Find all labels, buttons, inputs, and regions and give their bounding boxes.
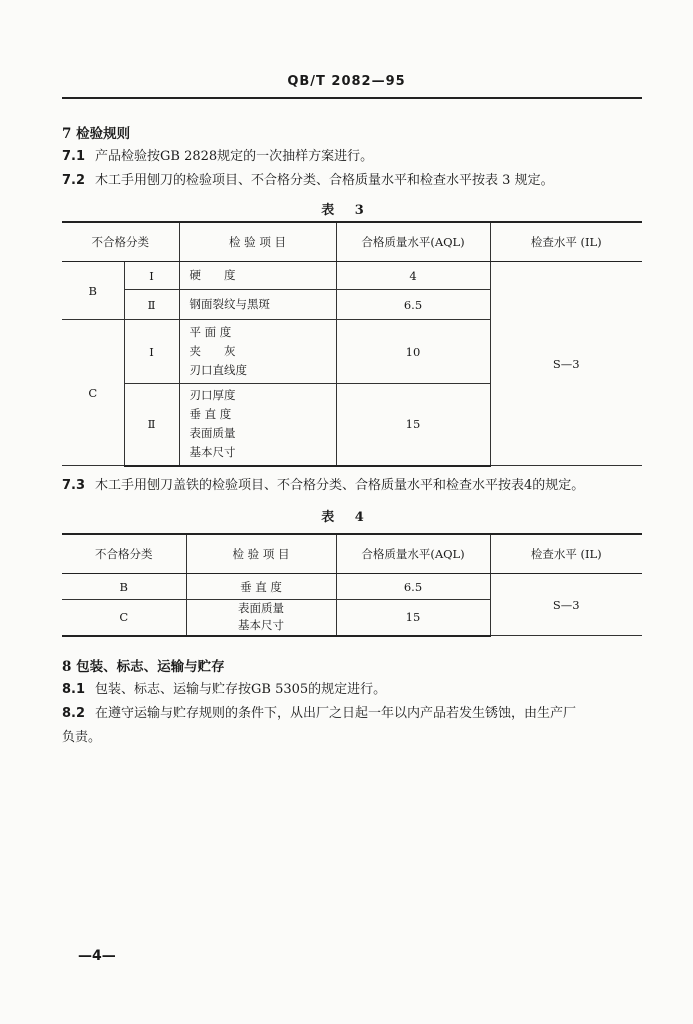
subclass-cell: Ⅰ [124, 262, 179, 290]
table-4 [62, 533, 642, 637]
aql-cell: 15 [336, 384, 490, 466]
item-cell: 垂 直 度 [186, 574, 336, 600]
table-3-caption: 表 3 [321, 203, 372, 218]
class-cell: B [62, 574, 186, 600]
item-line: 夹 灰 [189, 344, 236, 358]
item-line: 基本尺寸 [238, 618, 284, 633]
item-line: 表面质量 [238, 601, 284, 616]
item-line: 基本尺寸 [189, 445, 236, 460]
clause-text: 木工手用刨刀盖铁的检验项目、不合格分类、合格质量水平和检查水平按表4的规定。 [95, 478, 585, 493]
header-class: 不合格分类 [62, 222, 179, 262]
item-line: 平 面 度 [189, 325, 232, 339]
clause-number: 8.1 [62, 682, 86, 697]
header-items: 检 验 项 目 [179, 222, 336, 262]
clause-number: 8.2 [62, 706, 86, 721]
clause-text: 木工手用刨刀的检验项目、不合格分类、合格质量水平和检查水平按表 3 规定。 [95, 173, 554, 188]
aql-cell: 6.5 [336, 290, 490, 320]
item-cell: 硬 度 [179, 262, 336, 290]
item-line: 刃口厚度 [189, 388, 236, 403]
item-line: 刃口直线度 [189, 363, 247, 377]
table-header-row [62, 222, 642, 262]
page-header: QB/T 2082—95 [287, 74, 406, 89]
item-cell: 钢面裂纹与黑斑 [179, 290, 336, 320]
header-aql: 合格质量水平(AQL) [336, 222, 490, 262]
table-4-caption: 表 4 [321, 510, 372, 525]
item-cell [179, 384, 336, 466]
page-number: —4— [78, 948, 116, 964]
clause-8-1 [62, 680, 386, 700]
item-line: 表面质量 [189, 426, 236, 441]
item-cell [179, 320, 336, 384]
header-class: 不合格分类 [62, 534, 186, 574]
header-items: 检 验 项 目 [186, 534, 336, 574]
clause-number: 7.3 [62, 478, 86, 493]
header-aql: 合格质量水平(AQL) [336, 534, 490, 574]
class-cell: C [62, 600, 186, 636]
clause-8-2-continued: 负责。 [62, 730, 102, 745]
table-3 [62, 221, 642, 467]
aql-cell: 4 [336, 262, 490, 290]
header-il: 检查水平 (IL) [490, 534, 642, 574]
clause-text: 在遵守运输与贮存规则的条件下，从出厂之日起一年以内产品若发生锈蚀，由生产厂 [95, 706, 577, 721]
item-cell [186, 600, 336, 636]
section-7-heading: 7 检验规则 [62, 126, 131, 142]
item-line: 垂 直 度 [189, 407, 232, 422]
header-rule [62, 97, 642, 99]
table-row [62, 262, 642, 290]
table-header-row [62, 534, 642, 574]
section-8-heading: 8 包装、标志、运输与贮存 [62, 659, 225, 675]
clause-text: 包装、标志、运输与贮存按GB 5305的规定进行。 [95, 682, 387, 697]
subclass-cell: Ⅰ [124, 320, 179, 384]
subclass-cell: Ⅱ [124, 290, 179, 320]
aql-cell: 15 [336, 600, 490, 636]
clause-text: 产品检验按GB 2828规定的一次抽样方案进行。 [95, 149, 374, 164]
clause-number: 7.2 [62, 173, 86, 188]
header-il: 检查水平 (IL) [490, 222, 642, 262]
class-cell-c: C [62, 320, 124, 466]
table-row [62, 574, 642, 600]
aql-cell: 6.5 [336, 574, 490, 600]
clause-7-3 [62, 476, 584, 496]
class-cell-b: B [62, 262, 124, 320]
clause-7-2 [62, 171, 554, 191]
il-cell: S—3 [490, 262, 642, 466]
clause-number: 7.1 [62, 149, 86, 164]
clause-7-1 [62, 147, 373, 167]
subclass-cell: Ⅱ [124, 384, 179, 466]
aql-cell: 10 [336, 320, 490, 384]
il-cell: S—3 [490, 574, 642, 636]
clause-8-2 [62, 704, 652, 724]
